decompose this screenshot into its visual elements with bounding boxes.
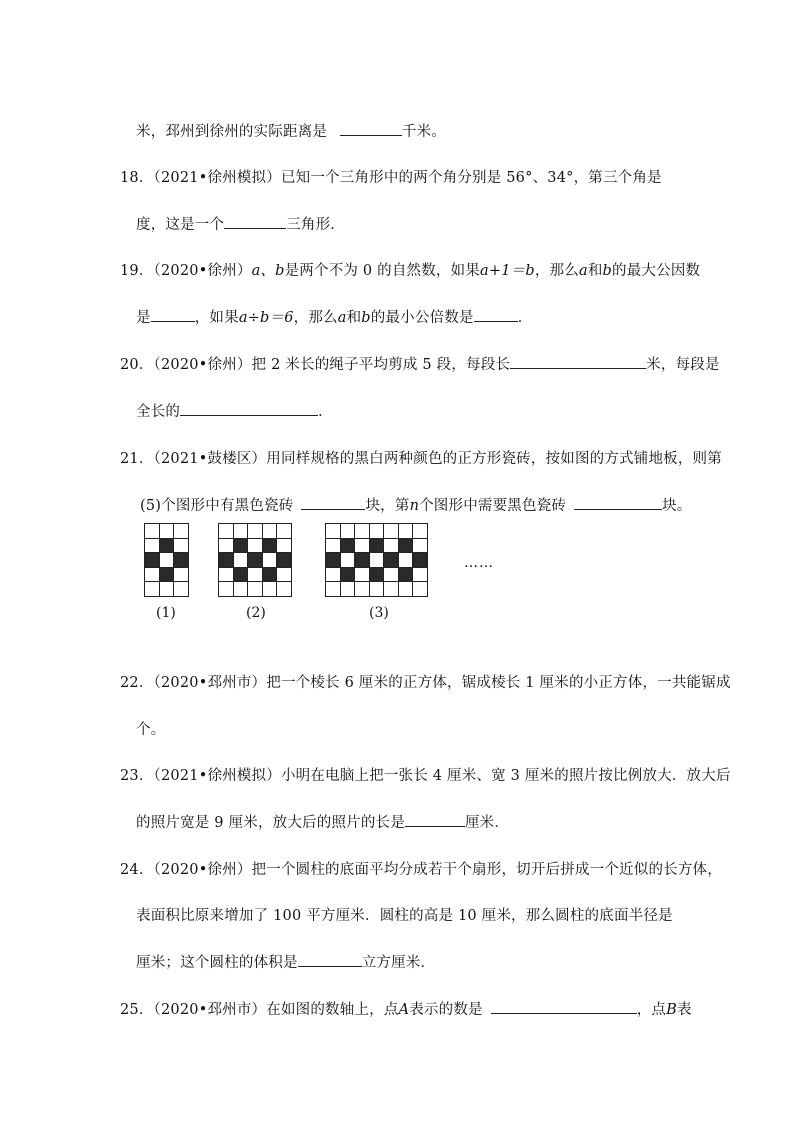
black-tile — [413, 553, 428, 568]
question-19-line-2 — [136, 306, 532, 327]
white-tile — [263, 524, 278, 539]
white-tile — [355, 568, 370, 583]
black-tile — [263, 568, 278, 583]
tile-grid — [218, 523, 292, 597]
text: b — [361, 310, 371, 326]
white-tile — [219, 524, 234, 539]
white-tile — [399, 524, 414, 539]
text: ，如果 — [194, 310, 239, 326]
question-22-line-2: 个。 — [136, 722, 166, 738]
white-tile — [160, 582, 175, 597]
text: 是两个不为 0 的自然数，如果 — [284, 263, 481, 279]
pattern-1 — [144, 523, 189, 597]
answer-blank[interactable] — [474, 307, 518, 322]
answer-blank[interactable] — [301, 495, 365, 510]
question-18-line-1: 18．（2021•徐州模拟）已知一个三角形中的两个角分别是 56°、34°，第三个角是 — [120, 170, 662, 186]
white-tile — [145, 568, 160, 583]
white-tile — [234, 582, 249, 597]
question-21-line-2 — [140, 494, 692, 515]
answer-blank[interactable] — [224, 214, 286, 229]
black-tile — [248, 553, 263, 568]
white-tile — [326, 568, 341, 583]
white-tile — [248, 539, 263, 554]
text: 三角形． — [286, 217, 346, 233]
figure-caption-2: (2) — [246, 605, 266, 621]
text: 千米。 — [401, 124, 447, 140]
black-tile — [370, 539, 385, 554]
text: ，那么 — [534, 263, 579, 279]
white-tile — [370, 582, 385, 597]
pattern-2 — [218, 523, 292, 597]
white-tile — [174, 568, 189, 583]
white-tile — [413, 582, 428, 597]
question-24-line-2: 表面积比原来增加了 100 平方厘米．圆柱的高是 10 厘米，那么圆柱的底面半径是 — [136, 908, 673, 924]
white-tile — [413, 539, 428, 554]
white-tile — [399, 582, 414, 597]
text: b — [602, 263, 613, 279]
text: a — [578, 263, 588, 279]
white-tile — [219, 568, 234, 583]
text: 米，邳州到徐州的实际距离是 — [136, 124, 328, 140]
text: 厘米；这个圆柱的体积是 — [136, 955, 298, 971]
white-tile — [160, 553, 175, 568]
white-tile — [277, 539, 292, 554]
answer-blank[interactable] — [298, 952, 362, 967]
white-tile — [341, 582, 356, 597]
question-24-line-3 — [136, 951, 435, 972]
answer-blank[interactable] — [405, 812, 465, 827]
white-tile — [326, 539, 341, 554]
answer-blank[interactable] — [491, 999, 637, 1014]
white-tile — [399, 553, 414, 568]
tile-grid — [144, 523, 189, 597]
black-tile — [326, 553, 341, 568]
black-tile — [234, 539, 249, 554]
white-tile — [174, 582, 189, 597]
white-tile — [326, 524, 341, 539]
text: 的最小公倍数是 — [370, 310, 474, 326]
tile-grid — [325, 523, 428, 597]
text: 是 — [136, 310, 151, 326]
text: 表示的数是 — [409, 1002, 483, 1018]
question-20-line-1 — [120, 353, 720, 374]
white-tile — [263, 582, 278, 597]
text: 块。 — [662, 498, 692, 514]
black-tile — [277, 553, 292, 568]
question-19-line-1 — [120, 259, 700, 280]
white-tile — [370, 553, 385, 568]
white-tile — [384, 568, 399, 583]
white-tile — [219, 539, 234, 554]
white-tile — [248, 568, 263, 583]
black-tile — [174, 553, 189, 568]
white-tile — [384, 524, 399, 539]
white-tile — [413, 524, 428, 539]
question-22-line-1: 22．（2020•邳州市）把一个棱长 6 厘米的正方体，锯成棱长 1 厘米的小正方体，一共能锯成 — [120, 675, 731, 691]
white-tile — [370, 524, 385, 539]
white-tile — [277, 582, 292, 597]
text: 19．（2020•徐州） — [120, 263, 252, 279]
ellipsis: …… — [464, 555, 494, 571]
text-line — [136, 120, 446, 141]
black-tile — [145, 553, 160, 568]
text: 立方厘米． — [361, 955, 436, 971]
white-tile — [234, 524, 249, 539]
question-23-line-1: 23．（2021•徐州模拟）小明在电脑上把一张长 4 厘米、宽 3 厘米的照片按比例放大．放大后 — [120, 768, 731, 784]
text: 个图形中需要黑色瓷砖 — [419, 498, 567, 514]
text: 全长的 — [136, 404, 181, 420]
white-tile — [174, 539, 189, 554]
question-20-line-2 — [136, 400, 333, 421]
text: ，点 — [636, 1002, 667, 1018]
white-tile — [234, 553, 249, 568]
text: 度，这是一个 — [136, 217, 225, 233]
answer-blank[interactable] — [180, 401, 318, 416]
white-tile — [384, 539, 399, 554]
text: ，那么 — [293, 310, 338, 326]
text: 块，第 — [365, 498, 410, 514]
text: a — [337, 310, 347, 326]
black-tile — [341, 539, 356, 554]
white-tile — [263, 553, 278, 568]
text: a、b — [251, 263, 285, 279]
pattern-3 — [325, 523, 428, 597]
text: ． — [517, 310, 533, 326]
question-21-line-1: 21．（2021•鼓楼区）用同样规格的黑白两种颜色的正方形瓷砖，按如图的方式铺地板，则第 — [120, 451, 722, 467]
white-tile — [277, 524, 292, 539]
answer-blank[interactable] — [510, 354, 646, 369]
white-tile — [145, 539, 160, 554]
question-24-line-1: 24．（2020•徐州）把一个圆柱的底面平均分成若干个扇形，切开后拼成一个近似的长方体， — [120, 862, 722, 878]
question-18-line-2 — [136, 213, 345, 234]
white-tile — [174, 524, 189, 539]
black-tile — [399, 539, 414, 554]
white-tile — [248, 524, 263, 539]
black-tile — [234, 568, 249, 583]
white-tile — [355, 524, 370, 539]
black-tile — [160, 539, 175, 554]
answer-blank[interactable] — [340, 121, 402, 136]
white-tile — [355, 539, 370, 554]
white-tile — [160, 524, 175, 539]
question-25-line-1 — [120, 998, 692, 1019]
figure-caption-3: (3) — [369, 605, 389, 621]
question-23-line-2 — [136, 811, 509, 832]
text: (5)个图形中有黑色瓷砖 — [140, 498, 294, 514]
white-tile — [355, 582, 370, 597]
answer-blank[interactable] — [151, 307, 195, 322]
black-tile — [263, 539, 278, 554]
black-tile — [384, 553, 399, 568]
text: 和 — [346, 310, 362, 326]
black-tile — [399, 568, 414, 583]
text: 表 — [677, 1002, 692, 1018]
white-tile — [384, 582, 399, 597]
text: a÷b＝6 — [238, 310, 294, 326]
text: 米，每段是 — [646, 357, 720, 373]
answer-blank[interactable] — [574, 495, 662, 510]
text: 20．（2020•徐州）把 2 米长的绳子平均剪成 5 段，每段长 — [120, 357, 511, 373]
text: ． — [318, 404, 333, 420]
white-tile — [326, 582, 341, 597]
white-tile — [341, 524, 356, 539]
text: B — [666, 1002, 677, 1018]
white-tile — [341, 553, 356, 568]
black-tile — [355, 553, 370, 568]
white-tile — [413, 568, 428, 583]
text: 25．（2020•邳州市）在如图的数轴上，点 — [120, 1002, 399, 1018]
black-tile — [160, 568, 175, 583]
black-tile — [341, 568, 356, 583]
white-tile — [145, 582, 160, 597]
text: a+1＝b — [480, 263, 535, 279]
text: n — [409, 498, 420, 514]
white-tile — [145, 524, 160, 539]
black-tile — [219, 553, 234, 568]
text: 和 — [587, 263, 603, 279]
black-tile — [370, 568, 385, 583]
text: 的最大公因数 — [612, 263, 701, 279]
white-tile — [248, 582, 263, 597]
white-tile — [277, 568, 292, 583]
text: 厘米． — [464, 815, 510, 831]
text: A — [398, 1002, 410, 1018]
figure-caption-1: (1) — [156, 605, 176, 621]
text: 的照片宽是 9 厘米，放大后的照片的长是 — [136, 815, 405, 831]
white-tile — [219, 582, 234, 597]
